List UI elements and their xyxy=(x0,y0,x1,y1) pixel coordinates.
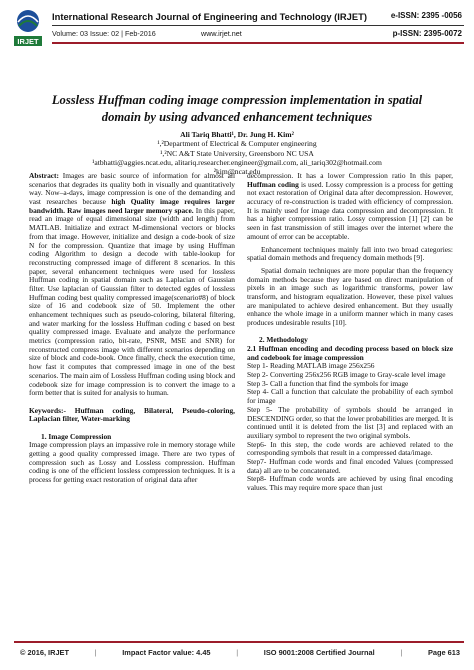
paper-title xyxy=(30,92,444,126)
e-issn: e-ISSN: 2395 -0056 xyxy=(390,11,462,20)
step-7: Step7- Huffman code words and final encoded Values (compressed data) all are to be concatenated. xyxy=(247,456,453,475)
keywords-label: Keywords: xyxy=(29,405,64,415)
section-1-heading: 1. Image Compression xyxy=(41,431,112,441)
section-2-1-heading: 2.1 Huffman encoding and decoding process based on block size and codebook for image compression xyxy=(247,344,453,362)
header-rule xyxy=(52,42,464,44)
author-block xyxy=(20,130,454,176)
journal-header xyxy=(0,0,474,66)
footer-separator: | xyxy=(400,648,403,657)
paragraph-compression xyxy=(247,172,453,242)
right-column xyxy=(247,172,453,493)
paragraph-compression-text-1: decompression. It has a lower Compression ratio In this paper, xyxy=(247,171,453,180)
affiliation-department: ¹,²Department of Electrical & Computer engineering xyxy=(157,139,317,149)
abstract xyxy=(29,172,235,398)
journal-logo xyxy=(11,6,45,54)
huffman-coding-term: Huffman coding xyxy=(247,179,299,189)
abstract-emphasis: high Quality image requires larger bandwidth. Raw images need larger memory space. xyxy=(29,197,235,215)
step-6: Step6- In this step, the code words are achieved related to the corresponding symbols that result in a compressed data/image. xyxy=(247,439,453,458)
paragraph-compression-text-2: is used. Lossy compression is a process for getting not exact restoration of Original data after decompression. However, accuracy of re-construction is traded with efficiency of compression. It is mainly used for image data compression and decompression. It has a higher compression ratio. Lossy compression [1] [2] can be seen in fast transmission of still images over the internet where the amount of error can be acceptable. xyxy=(247,179,453,241)
footer-copyright: © 2016, IRJET xyxy=(20,648,69,657)
author-email-2: ²kim@ncat.edu xyxy=(213,167,261,177)
keywords-list: - Huffman coding, Bilateral, Pseudo-coloring, Laplacian filter, Water-marking xyxy=(29,405,235,424)
p-issn: p-ISSN: 2395-0072 xyxy=(392,29,462,38)
affiliation-university: ¹,²NC A&T State University, Greensboro NC USA xyxy=(160,148,314,158)
journal-title: International Research Journal of Engineering and Technology (IRJET) xyxy=(52,11,367,22)
footer-rule xyxy=(14,641,464,643)
abstract-text-2: In this paper, read an image of equal dimensional size (width and length) from MATLAB. Initialize and extract M-dimensional vectors or blocks from that image. However, initialize and design a code-book of size N for the compression. Quantize that image by using Huffman coding Algorithm to design a decode with table-lookup for reconstructing compressed image of different 8 scenarios. In this paper, several enhancement techniques were used for lossless Huffman coding in spatial domain such as Laplacian of Gaussian filter. Use laplacian of Gaussian filter to detected egdes of lossless Huffman coding best quality compressed image(scenario#8) of block size of 16 and codebook size of 50. Implement the other enhancement techniques such as pseudo-coloring, bilateral filtering, and water marking for the lossless Huffman coding c based on best quality compressed image. Evaluate and analyze the performance metrics (compression ratio, bit-rate, PSNR, MSE and SNR) for reconstructed compress image with different scenarios depending on size of block and code-book. Once finally, check the execution time, how fast it computes that compressed image in one of the best scenarios. The main aim of Lossless Huffman coding using block and codebook size for image compression is to convert the image to a form better that is suited for analysis to human. xyxy=(29,205,236,398)
volume-issue: Volume: 03 Issue: 02 | Feb-2016 xyxy=(52,29,156,38)
footer-separator: | xyxy=(236,648,239,657)
svg-text:IRJET: IRJET xyxy=(17,37,39,46)
left-column xyxy=(29,172,235,485)
step-3: Step 3- Call a function that find the symbols for image xyxy=(247,378,409,388)
footer-page-number: Page 613 xyxy=(427,648,460,657)
paper-title-line-2: domain by using advanced enhancement techniques xyxy=(101,110,373,124)
step-4: Step 4- Call a function that calculate the probability of each symbol for image xyxy=(247,387,453,406)
footer-impact-factor: Impact Factor value: 4.45 xyxy=(122,648,211,657)
section-2-heading: 2. Methodology xyxy=(259,335,308,345)
step-2: Step 2- Converting 256x256 RGB image to Gray-scale level image xyxy=(247,370,446,380)
page-footer xyxy=(20,648,460,657)
footer-iso: ISO 9001:2008 Certified Journal xyxy=(263,648,375,657)
author-names: Ali Tariq Bhatti¹, Dr. Jung H. Kim² xyxy=(180,130,294,139)
header-divider xyxy=(52,25,464,26)
paragraph-spatial-domain: Spatial domain techniques are more popular than the frequency domain methods because they are based on direct manipulation of pixels in an image such as logarithmic transforms, power law transform, and histogram equalization. However, these pixel values are manipulated to achieve desired enhancement. But they usually enhance the whole image in a uniform manner which in many cases produces undesirable results [10]. xyxy=(247,265,453,327)
abstract-label: Abstract: xyxy=(29,171,63,180)
paragraph-enhancement: Enhancement techniques mainly fall into two broad categories: spatial domain methods and frequency domain methods [9]. xyxy=(247,244,453,263)
step-8: Step8- Huffman code words are achieved by using final encoding values. This may require more space than just xyxy=(247,474,453,493)
keywords xyxy=(29,407,235,424)
paper-title-line-1: Lossless Huffman coding image compression implementation in spatial xyxy=(51,93,423,107)
journal-website-link[interactable]: www.irjet.net xyxy=(201,29,242,38)
section-1-text: Image compression plays an impassive role in memory storage while getting a good quality compressed image. There are two types of compression such as Lossy and Lossless compression. Huffman coding is one of the efficient lossless compression techniques. It is a process for getting exact restoration of original data after xyxy=(29,440,235,485)
footer-separator: | xyxy=(94,648,97,657)
step-1: Step 1- Reading MATLAB image 256x256 xyxy=(247,361,375,371)
author-emails: ¹atbhatti@aggies.ncat.edu, alitariq.researcher.engineer@gmail.com, ali_tariq302@hotmail.com xyxy=(92,157,382,167)
abstract-text-1: Images are basic source of information for almost all scenarios that degrades its quality both in visually and quantitatively way. Now–a-days, image compression is one of the demanding and vast researches because xyxy=(29,171,235,207)
step-5: Step 5- The probability of symbols should be arranged in DESCENDING order, so that the lower probabilities are merged. It is continued until it is deleted from the list [3] and replaced with an auxiliary symbol to represent the two original symbols. xyxy=(247,404,453,440)
